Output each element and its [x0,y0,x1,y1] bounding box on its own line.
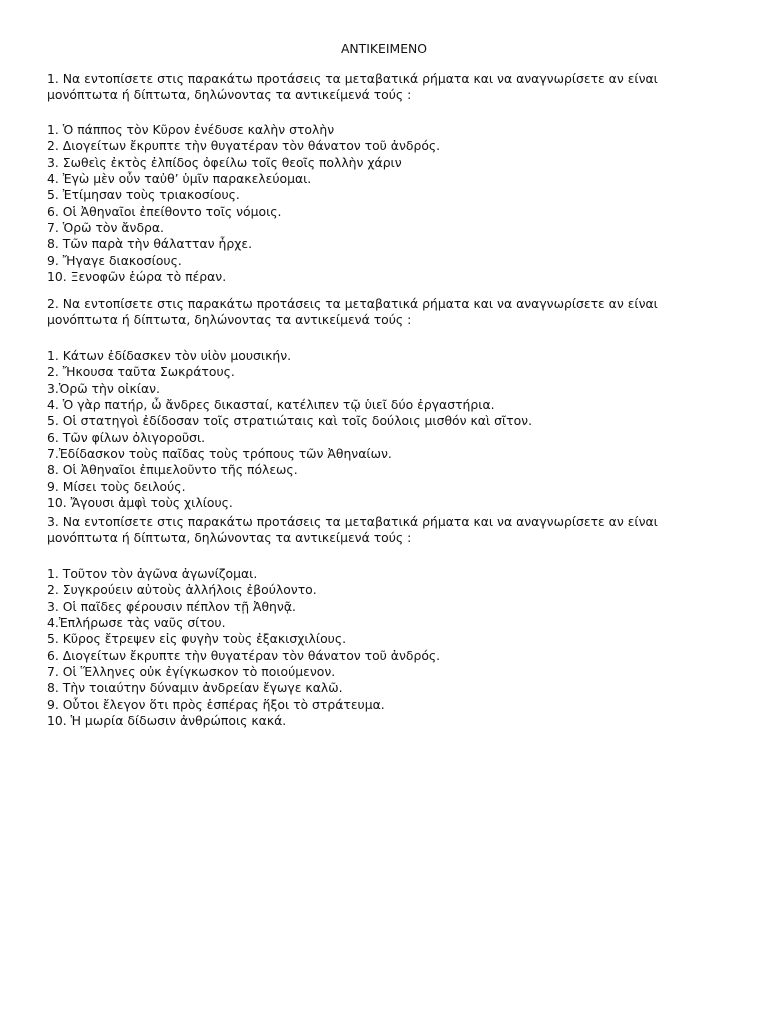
sentence-item: 2. Συγκρούειν αὐτοὺς ἀλλήλοις ἐβούλοντο. [47,582,317,598]
sentence-item: 8. Τῶν παρὰ τὴν θάλατταν ἦρχε. [47,236,253,252]
sentence-item: 2. Διογείτων ἔκρυπτε τὴν θυγατέραν τὸν θάνατον τοῦ ἀνδρός. [47,138,441,154]
sentence-list [47,566,727,729]
exercise-section-3 [47,514,727,729]
sentence-item: 4. Ὁ γὰρ πατήρ, ὦ ἄνδρες δικασταί, κατέλιπεν τῷ ὑιεῖ δύο ἐργαστήρια. [47,397,495,413]
sentence-list [47,122,727,285]
sentence-item: 8. Τὴν τοιαύτην δύναμιν ἀνδρείαν ἔγωγε καλῶ. [47,680,343,696]
sentence-item: 9. Μίσει τοὺς δειλούς. [47,478,186,494]
sentence-item: 7.Ἐδίδασκον τοὺς παῖδας τοὺς τρόπους τῶν Ἀθηναίων. [47,446,392,462]
sentence-item: 9. Οὗτοι ἔλεγον ὅτι πρὸς ἑσπέρας ἥξοι τὸ στράτευμα. [47,696,385,712]
sentence-list [47,348,727,511]
sentence-item: 1. Ὁ πάππος τὸν Κῦρον ἐνέδυσε καλὴν στολὴν [47,122,335,137]
sentence-item: 9. Ἤγαγε διακοσίους. [47,252,182,268]
exercise-instruction: 1. Να εντοπίσετε στις παρακάτω προτάσεις τα μεταβατικά ρήματα και να αναγνωρίσετε αν είναι μονόπτωτα ή δίπτωτα, δηλώνοντας τα αντικείμενά τούς : [47,71,658,102]
sentence-item: 1. Κάτων ἐδίδασκεν τὸν υἱὸν μουσικήν. [47,348,292,363]
sentence-item: 3. Σωθεὶς ἐκτὸς ἐλπίδος ὀφείλω τοῖς θεοῖς πολλὴν χάριν [47,154,402,170]
sentence-item: 2. Ἤκουσα ταῦτα Σωκράτους. [47,364,235,380]
sentence-item: 6. Οἱ Ἀθηναῖοι ἐπείθοντο τοῖς νόμοις. [47,203,282,219]
sentence-item: 5. Ἐτίμησαν τοὺς τριακοσίους. [47,187,240,203]
sentence-item: 10. Ἄγουσι ἀμφὶ τοὺς χιλίους. [47,495,233,511]
sentence-item: 10. Ἡ μωρία δίδωσιν ἀνθρώποις κακά. [47,713,287,729]
sentence-item: 4. Ἐγὼ μὲν οὖν ταὐθ’ ὑμῖν παρακελεύομαι. [47,171,312,187]
exercise-instruction: 3. Να εντοπίσετε στις παρακάτω προτάσεις τα μεταβατικά ρήματα και να αναγνωρίσετε αν είναι μονόπτωτα ή δίπτωτα, δηλώνοντας τα αντικείμενά τούς : [47,514,658,545]
exercise-section-1 [47,71,727,285]
document-title: ΑΝΤΙΚΕΙΜΕΝΟ [340,41,428,56]
sentence-item: 7. Ὁρῶ τὸν ἄνδρα. [47,220,164,236]
sentence-item: 5. Κῦρος ἔτρεψεν εἰς φυγὴν τοὺς ἐξακισχιλίους. [47,631,347,647]
sentence-item: 1. Τοῦτον τὸν ἀγῶνα ἀγωνίζομαι. [47,566,258,581]
sentence-item: 8. Οἱ Ἀθηναῖοι ἐπιμελοῦντο τῆς πόλεως. [47,462,298,478]
sentence-item: 4.Ἐπλήρωσε τὰς ναῦς σίτου. [47,615,226,631]
sentence-item: 6. Τῶν φίλων ὀλιγοροῦσι. [47,429,206,445]
exercise-section-2 [47,296,727,511]
sentence-item: 10. Ξενοφῶν ἑώρα τὸ πέραν. [47,269,227,285]
sentence-item: 3.Ὁρῶ τὴν οἰκίαν. [47,380,160,396]
sentence-item: 5. Οἱ στατηγοὶ ἐδίδοσαν τοῖς στρατιώταις καὶ τοῖς δούλοις μισθόν καὶ σῖτον. [47,413,533,429]
exercise-instruction: 2. Να εντοπίσετε στις παρακάτω προτάσεις τα μεταβατικά ρήματα και να αναγνωρίσετε αν είναι μονόπτωτα ή δίπτωτα, δηλώνοντας τα αντικείμενά τούς : [47,296,658,327]
sentence-item: 6. Διογείτων ἔκρυπτε τὴν θυγατέραν τὸν θάνατον τοῦ ἀνδρός. [47,647,441,663]
sentence-item: 7. Οἱ Ἕλληνες οὐκ ἐγίγκωσκον τὸ ποιούμενον. [47,664,336,680]
sentence-item: 3. Οἱ παῖδες φέρουσιν πέπλον τῇ Ἀθηνᾷ. [47,598,296,614]
